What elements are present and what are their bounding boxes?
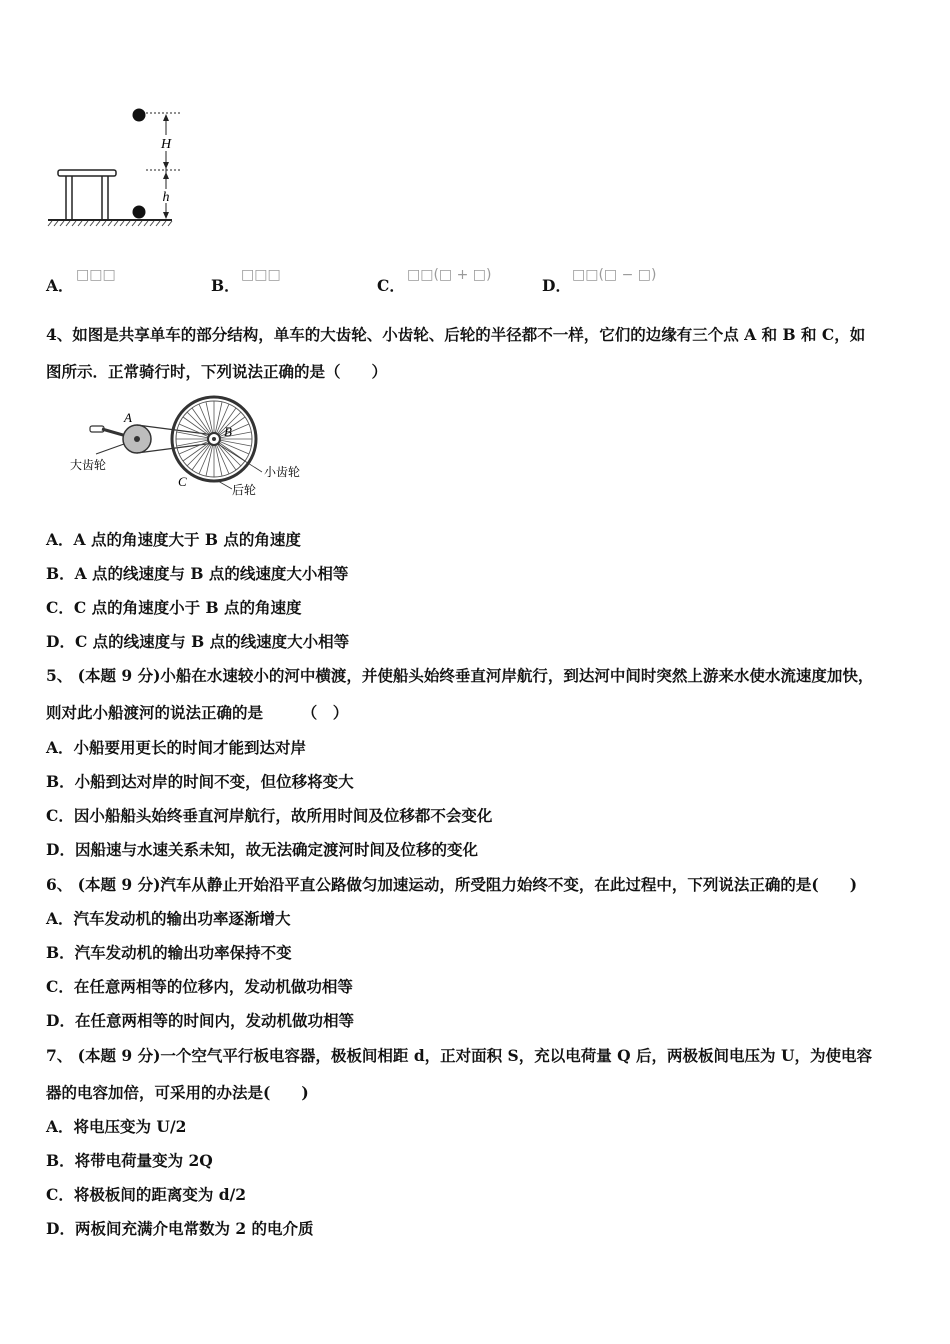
label-H: H (160, 137, 172, 152)
q5-option-d: D．因船速与水速关系未知，故无法确定渡河时间及位移的变化 (46, 840, 478, 859)
q7-stem-line1: 7、 (本题 9 分)一个空气平行板电容器，极板间相距 d，正对面积 S，充以电荷量 Q 后，两极板间电压为 U，为使电容 (46, 1046, 872, 1065)
q6-option-b: B．汽车发动机的输出功率保持不变 (46, 943, 292, 962)
q6-option-c: C．在任意两相等的位移内，发动机做功相等 (46, 977, 353, 996)
table-top (58, 170, 116, 176)
q3-option-c-label: C． (377, 276, 405, 295)
q6-option-a: A．汽车发动机的输出功率逐渐增大 (46, 909, 291, 928)
label-B: B (224, 424, 232, 439)
label-small-gear: 小齿轮 (264, 465, 301, 479)
ball-top (133, 109, 146, 122)
q7-stem-line2: 器的电容加倍，可采用的办法是( ) (46, 1083, 309, 1102)
label-A: A (124, 410, 132, 425)
pedal (90, 426, 104, 432)
q6-option-d: D．在任意两相等的时间内，发动机做功相等 (46, 1011, 354, 1030)
q3-option-b-label: B． (211, 276, 240, 295)
q6-stem-line1: 6、 (本题 9 分)汽车从静止开始沿平直公路做匀加速运动，所受阻力始终不变，在此过程中，下列说法正确的是( ) (46, 875, 858, 894)
q3-option-d-label: D． (542, 276, 571, 295)
label-C: C (178, 474, 187, 489)
q7-option-b: B．将带电荷量变为 2Q (46, 1151, 213, 1170)
q3-option-c-formula: □□(□ + □) (407, 267, 492, 283)
q7-option-c: C．将极板间的距离变为 d/2 (46, 1185, 247, 1204)
q3-option-d-formula: □□(□ − □) (572, 267, 657, 283)
q4-option-b: B．A 点的线速度与 B 点的线速度大小相等 (46, 564, 349, 583)
q3-option-b-formula: □□□ (241, 267, 281, 283)
q4-option-d: D．C 点的线速度与 B 点的线速度大小相等 (46, 632, 350, 651)
q4-option-c: C．C 点的角速度小于 B 点的角速度 (46, 598, 302, 617)
q3-figure (46, 100, 196, 230)
q5-option-a: A．小船要用更长的时间才能到达对岸 (46, 738, 307, 757)
q5-option-b: B．小船到达对岸的时间不变，但位移将变大 (46, 772, 354, 791)
q4-bicycle-figure (66, 392, 326, 502)
q3-option-a-label: A． (46, 276, 74, 295)
q4-stem-line2: 图所示．正常骑行时，下列说法正确的是（ ） (46, 362, 388, 381)
label-big-gear: 大齿轮 (70, 458, 107, 472)
q5-option-c: C．因小船船头始终垂直河岸航行，故所用时间及位移都不会变化 (46, 806, 493, 825)
label-h: h (162, 190, 170, 205)
q7-option-a: A．将电压变为 U/2 (46, 1117, 187, 1136)
q7-option-d: D．两板间充满介电常数为 2 的电介质 (46, 1219, 314, 1238)
q4-option-a: A．A 点的角速度大于 B 点的角速度 (46, 530, 301, 549)
q5-stem-line1: 5、 (本题 9 分)小船在水速较小的河中横渡，并使船头始终垂直河岸航行，到达河中间时突然上游来水使水流速度加快， (46, 666, 874, 685)
q5-stem-line2: 则对此小船渡河的说法正确的是 （ ） (46, 703, 349, 722)
ball-bottom (133, 206, 146, 219)
q4-stem-line1: 4、如图是共享单车的部分结构，单车的大齿轮、小齿轮、后轮的半径都不一样，它们的边缘有三个点 A 和 B 和 C，如 (46, 325, 866, 344)
label-rear-wheel: 后轮 (232, 483, 257, 497)
q3-option-a-formula: □□□ (76, 267, 116, 283)
